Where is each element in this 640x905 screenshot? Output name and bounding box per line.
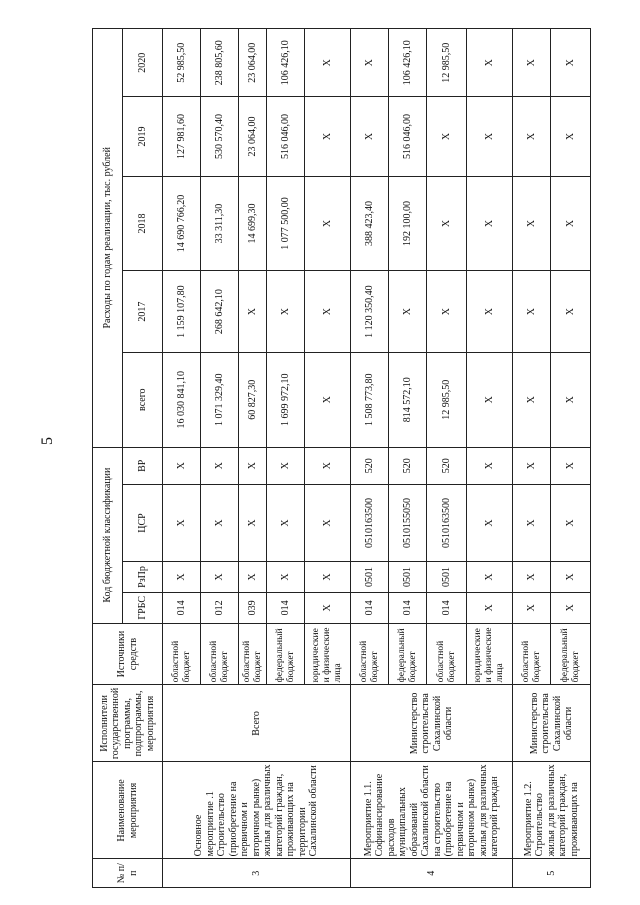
cell-rzpr: Х [239,562,267,593]
cell-csr: Х [513,485,551,562]
cell-y2017: Х [551,271,591,352]
cell-rzpr: 0501 [427,562,467,593]
cell-y2018: Х [513,176,551,271]
cell-source: областной бюджет [427,623,467,685]
row-number: 3 [163,859,351,888]
cell-y2020: Х [467,29,513,97]
cell-csr: 0510155050 [389,485,427,562]
header-csr: ЦСР [123,485,163,562]
header-grbs: ГРБС [123,592,163,623]
cell-total: 16 030 841,10 [163,352,201,447]
cell-csr: Х [467,485,513,562]
cell-grbs: 012 [201,592,239,623]
cell-total: 814 572,10 [389,352,427,447]
cell-total: 1 071 329,40 [201,352,239,447]
cell-y2017: Х [267,271,305,352]
cell-rzpr: Х [513,562,551,593]
header-expenses: Расходы по годам реализации, тыс. рублей [93,29,123,448]
header-budget-code: Код бюджетной классификации [93,447,123,623]
cell-rzpr: Х [267,562,305,593]
cell-vr: Х [551,447,591,484]
cell-y2018: Х [427,176,467,271]
cell-grbs: 014 [163,592,201,623]
cell-vr: 520 [427,447,467,484]
table-row [513,29,551,888]
cell-y2018: Х [551,176,591,271]
cell-y2020: 106 426,10 [267,29,305,97]
cell-y2018: 388 423,40 [351,176,389,271]
cell-grbs: 039 [239,592,267,623]
cell-vr: Х [467,447,513,484]
cell-y2018: 1 077 500,00 [267,176,305,271]
activity-name: Основное мероприятие .1 Строительство (приобретение на первичном и вторичном рынке) жилья для различных категорий граждан, проживающих на территории Сахалинской области [163,762,351,859]
cell-y2019: Х [351,97,389,176]
cell-source: областной бюджет [201,623,239,685]
expenses-table [92,28,591,888]
cell-source: юридические и физические лица [305,623,351,685]
cell-y2017: Х [427,271,467,352]
cell-total: 60 827,30 [239,352,267,447]
table-body [163,29,591,888]
cell-y2020: Х [551,29,591,97]
rotated-table-wrapper [92,28,581,888]
cell-rzpr: Х [467,562,513,593]
header-2020: 2020 [123,29,163,97]
header-source: Источники средств [93,623,163,685]
cell-y2019: Х [551,97,591,176]
cell-grbs: Х [305,592,351,623]
cell-y2018: 14 690 766,20 [163,176,201,271]
cell-grbs: Х [551,592,591,623]
cell-y2018: 14 699,30 [239,176,267,271]
cell-csr: Х [239,485,267,562]
cell-vr: Х [163,447,201,484]
header-executor: Исполнители государственной программы, подпрограммы, мероприятия [93,685,163,762]
cell-grbs: 014 [389,592,427,623]
cell-vr: Х [201,447,239,484]
cell-grbs: Х [467,592,513,623]
header-no: № п/п [93,859,163,888]
cell-source: федеральный бюджет [389,623,427,685]
cell-rzpr: Х [551,562,591,593]
table-row [351,29,389,888]
cell-rzpr: Х [163,562,201,593]
cell-y2020: 12 985,50 [427,29,467,97]
cell-y2017: Х [239,271,267,352]
cell-grbs: Х [513,592,551,623]
cell-y2018: Х [467,176,513,271]
cell-vr: Х [239,447,267,484]
cell-source: областной бюджет [239,623,267,685]
cell-y2019: Х [467,97,513,176]
cell-y2017: Х [305,271,351,352]
cell-source: областной бюджет [163,623,201,685]
header-name: Наименование мероприятия [93,762,163,859]
cell-y2018: 192 100,00 [389,176,427,271]
cell-rzpr: Х [201,562,239,593]
cell-source: федеральный бюджет [551,623,591,685]
cell-total: 12 985,50 [427,352,467,447]
cell-source: областной бюджет [513,623,551,685]
executor: Министерство строительства Сахалинской области [351,685,513,762]
cell-csr: Х [551,485,591,562]
cell-vr: Х [267,447,305,484]
cell-grbs: 014 [351,592,389,623]
cell-y2017: 268 642,10 [201,271,239,352]
cell-total: Х [513,352,551,447]
cell-y2020: 106 426,10 [389,29,427,97]
cell-csr: 0510163500 [427,485,467,562]
cell-source: федеральный бюджет [267,623,305,685]
cell-y2018: 33 311,30 [201,176,239,271]
row-number: 5 [513,859,591,888]
cell-csr: Х [267,485,305,562]
page-number: 5 [39,437,56,445]
cell-source: юридические и физические лица [467,623,513,685]
cell-y2020: 52 985,50 [163,29,201,97]
cell-y2019: 23 064,00 [239,97,267,176]
cell-csr: Х [201,485,239,562]
header-2017: 2017 [123,271,163,352]
cell-source: областной бюджет [351,623,389,685]
cell-y2017: 1 159 107,80 [163,271,201,352]
cell-total: Х [305,352,351,447]
cell-total: 1 508 773,80 [351,352,389,447]
cell-vr: Х [305,447,351,484]
cell-total: 1 699 972,10 [267,352,305,447]
header-vr: ВР [123,447,163,484]
cell-y2017: Х [513,271,551,352]
cell-total: Х [467,352,513,447]
cell-vr: 520 [389,447,427,484]
header-2019: 2019 [123,97,163,176]
cell-y2018: Х [305,176,351,271]
cell-y2019: Х [513,97,551,176]
cell-y2019: 516 046,00 [267,97,305,176]
cell-csr: Х [305,485,351,562]
cell-y2020: Х [513,29,551,97]
cell-y2019: Х [305,97,351,176]
cell-y2020: Х [351,29,389,97]
cell-y2020: Х [305,29,351,97]
header-total: всего [123,352,163,447]
table-row [163,29,201,888]
cell-rzpr: 0501 [351,562,389,593]
header-rzpr: РзПр [123,562,163,593]
cell-y2017: Х [389,271,427,352]
cell-csr: 0510163500 [351,485,389,562]
cell-y2020: 23 064,00 [239,29,267,97]
header-2018: 2018 [123,176,163,271]
row-number: 4 [351,859,513,888]
cell-y2020: 238 805,60 [201,29,239,97]
executor: Всего [163,685,351,762]
cell-y2019: 516 046,00 [389,97,427,176]
cell-y2017: Х [467,271,513,352]
cell-rzpr: 0501 [389,562,427,593]
cell-rzpr: Х [305,562,351,593]
cell-y2019: 127 981,60 [163,97,201,176]
cell-total: Х [551,352,591,447]
cell-y2019: 530 570,40 [201,97,239,176]
cell-csr: Х [163,485,201,562]
activity-name: Мероприятие 1.1. Софинансирование расходов муниципальных образований Сахалинской области на строительство (приобретение на первичном и вторичном рынке) жилья для различных категорий граждан [351,762,513,859]
cell-vr: 520 [351,447,389,484]
cell-vr: Х [513,447,551,484]
executor: Министерство строительства Сахалинской области [513,685,591,762]
cell-grbs: 014 [427,592,467,623]
cell-y2017: 1 120 350,40 [351,271,389,352]
activity-name: Мероприятие 1.2. Строительство жилья для различных категорий граждан, проживающих на [513,762,591,859]
cell-y2019: Х [427,97,467,176]
cell-grbs: 014 [267,592,305,623]
